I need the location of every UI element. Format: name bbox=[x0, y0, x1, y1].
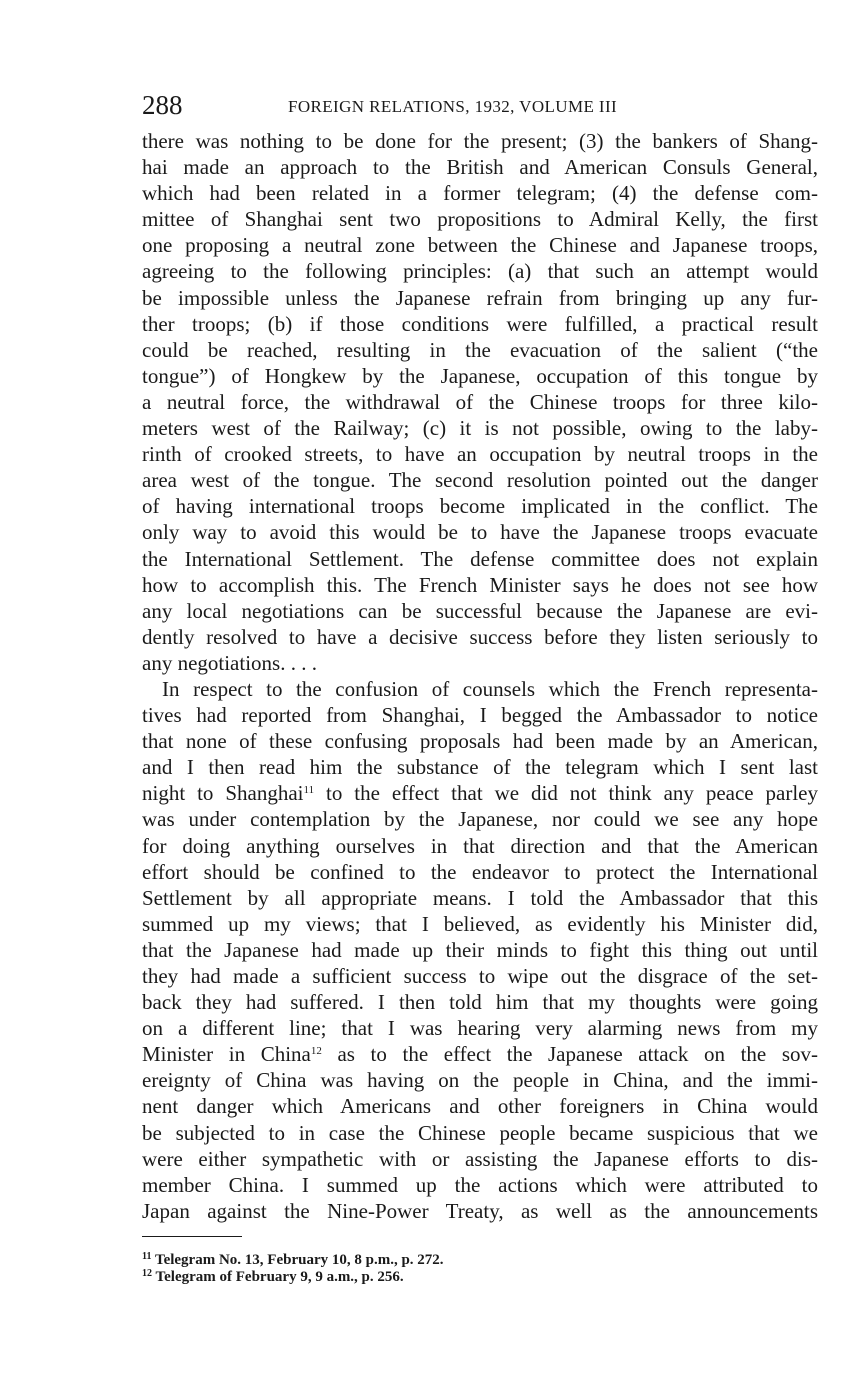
text-line: which had been related in a former telegram; (4) the defense com- bbox=[142, 181, 818, 206]
text-line: In respect to the confusion of counsels which the French representa- bbox=[162, 676, 818, 701]
body-text bbox=[142, 128, 818, 1224]
text-line: were either sympathetic with or assisting the Japanese efforts to dis- bbox=[142, 1146, 818, 1171]
text-line: area west of the tongue. The second resolution pointed out the danger bbox=[142, 468, 818, 493]
text-line: member China. I summed up the actions which were attributed to bbox=[142, 1172, 818, 1197]
text-line: be subjected to in case the Chinese people became suspicious that we bbox=[142, 1120, 818, 1145]
text-line: one proposing a neutral zone between the Chinese and Japanese troops, bbox=[142, 233, 818, 258]
text-line: of having international troops become implicated in the conflict. The bbox=[142, 494, 818, 519]
text-line: ther troops; (b) if those conditions were fulfilled, a practical result bbox=[142, 311, 818, 336]
text-segment: night to Shanghai bbox=[142, 781, 304, 806]
document-page bbox=[142, 88, 818, 1286]
text-segment: to the effect that we did not think any peace parley bbox=[326, 781, 818, 806]
text-line: Japan against the Nine-Power Treaty, as well as the announcements bbox=[142, 1198, 818, 1223]
text-line: could be reached, resulting in the evacuation of the salient (“the bbox=[142, 337, 818, 362]
text-line: and I then read him the substance of the telegram which I sent last bbox=[142, 755, 818, 780]
text-line: mittee of Shanghai sent two propositions to Admiral Kelly, the first bbox=[142, 207, 818, 232]
footnote-11 bbox=[142, 1252, 818, 1269]
text-line-with-footnote-ref bbox=[142, 780, 818, 806]
footnote-text: Telegram No. 13, February 10, 8 p.m., p. 272. bbox=[154, 1251, 444, 1268]
text-line: tongue”) of Hongkew by the Japanese, occupation of this tongue by bbox=[142, 363, 818, 388]
text-line: any negotiations. . . . bbox=[142, 650, 317, 675]
text-segment: as to the effect the Japanese attack on the sov- bbox=[337, 1042, 818, 1067]
page-number: 288 bbox=[142, 90, 183, 120]
text-line: on a different line; that I was hearing very alarming news from my bbox=[142, 1016, 818, 1041]
text-line: dently resolved to have a decisive success before they listen seriously to bbox=[142, 624, 818, 649]
text-line: ereignty of China was having on the people in China, and the immi- bbox=[142, 1068, 818, 1093]
running-title: FOREIGN RELATIONS, 1932, VOLUME III bbox=[288, 97, 618, 116]
text-line: any local negotiations can be successful because the Japanese are evi- bbox=[142, 598, 818, 623]
text-line: that none of these confusing proposals had been made by an American, bbox=[142, 729, 818, 754]
text-line: only way to avoid this would be to have the Japanese troops evacuate bbox=[142, 520, 818, 545]
text-line: hai made an approach to the British and American Consuls General, bbox=[142, 155, 818, 180]
footnote-ref-12: 12 bbox=[310, 1045, 322, 1058]
text-line: Settlement by all appropriate means. I told the Ambassador that this bbox=[142, 885, 818, 910]
text-line: be impossible unless the Japanese refrain from bringing up any fur- bbox=[142, 285, 818, 310]
text-line: for doing anything ourselves in that direction and that the American bbox=[142, 833, 818, 858]
text-line: they had made a sufficient success to wipe out the disgrace of the set- bbox=[142, 964, 818, 988]
text-line: tives had reported from Shanghai, I begged the Ambassador to notice bbox=[142, 703, 818, 728]
text-line: a neutral force, the withdrawal of the Chinese troops for three kilo- bbox=[142, 389, 818, 414]
text-line: summed up my views; that I believed, as evidently his Minister did, bbox=[142, 911, 818, 936]
text-line: nent danger which Americans and other foreigners in China would bbox=[142, 1094, 818, 1119]
text-line: rinth of crooked streets, to have an occupation by neutral troops in the bbox=[142, 442, 818, 467]
footnotes bbox=[142, 1252, 818, 1286]
text-segment: Minister in China bbox=[142, 1042, 311, 1067]
running-header bbox=[142, 88, 818, 128]
text-line: back they had suffered. I then told him that my thoughts were going bbox=[142, 990, 818, 1015]
footnote-marker: 11 bbox=[142, 1250, 152, 1262]
text-line: how to accomplish this. The French Minister says he does not see how bbox=[142, 572, 818, 597]
footnote-12 bbox=[142, 1269, 818, 1286]
text-line: there was nothing to be done for the present; (3) the bankers of Shang- bbox=[142, 129, 818, 153]
text-line: the International Settlement. The defense committee does not explain bbox=[142, 546, 818, 571]
text-line: agreeing to the following principles: (a) that such an attempt would bbox=[142, 259, 818, 284]
footnote-text: Telegram of February 9, 9 a.m., p. 256. bbox=[155, 1268, 404, 1285]
text-line: effort should be confined to the endeavor to protect the International bbox=[142, 859, 818, 884]
text-line-with-footnote-ref bbox=[142, 1041, 818, 1067]
footnote-marker: 12 bbox=[142, 1267, 152, 1279]
text-line: that the Japanese had made up their minds to fight this thing out until bbox=[142, 937, 818, 962]
footnote-divider bbox=[142, 1236, 242, 1237]
footnote-ref-11: 11 bbox=[303, 784, 315, 797]
text-line: was under contemplation by the Japanese, nor could we see any hope bbox=[142, 807, 818, 832]
text-line: meters west of the Railway; (c) it is not possible, owing to the laby- bbox=[142, 416, 818, 441]
